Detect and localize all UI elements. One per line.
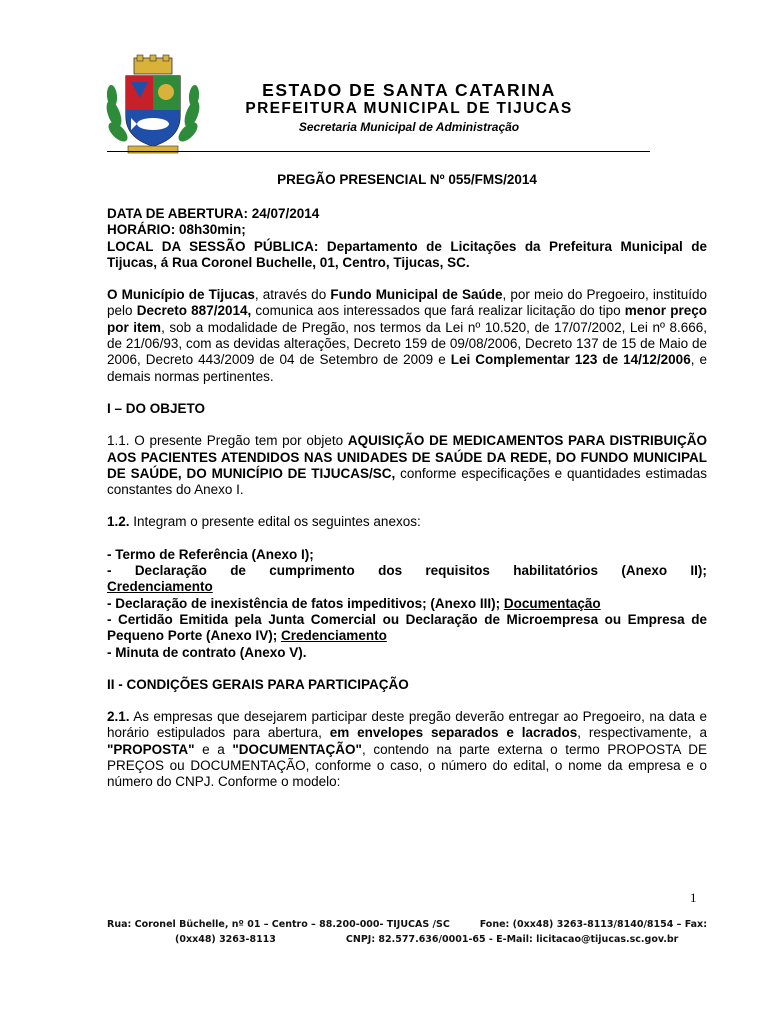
state-name: ESTADO DE SANTA CATARINA [262, 80, 556, 100]
annex-item-5: - Minuta de contrato (Anexo V). [107, 644, 307, 660]
annex-item-1: - Termo de Referência (Anexo I); [107, 546, 314, 562]
clause-1-1: 1.1. O presente Pregão tem por objeto AQUISIÇÃO DE MEDICAMENTOS PARA DISTRIBUIÇÃO AOS PACIENTES ATENDIDOS NAS UNIDADES DE SAÚDE DA REDE, DO FUNDO MUNICIPAL DE SAÚDE, DO MUNICÍPIO DE TIJUCAS/SC, conforme especificações e quantidades estimadas constantes do Anexo I. [107, 433, 708, 498]
opening-time: HORÁRIO: 08h30min; [107, 222, 246, 238]
annex-item-4: - Certidão Emitida pela Junta Comercial ou Declaração de Microempresa ou Empresa de Pequeno Porte (Anexo IV); Credenciamento [107, 611, 707, 644]
annex-item-3: - Declaração de inexistência de fatos impeditivos; (Anexo III); Documentação [107, 595, 601, 611]
annex-item-2: - Declaração de cumprimento dos requisitos habilitatórios (Anexo II); [107, 563, 707, 579]
city-hall-name: PREFEITURA MUNICIPAL DE TIJUCAS [245, 100, 573, 117]
document-body [107, 206, 707, 791]
footer-fax: (0xx48) 3263-8113 [175, 934, 276, 945]
clause-1-2: 1.2. Integram o presente edital os seguintes anexos: [107, 514, 421, 530]
annex-item-2-purpose: Credenciamento [107, 579, 213, 595]
intro-paragraph: O Município de Tijucas, através do Fundo Municipal de Saúde, por meio do Pregoeiro, instituído pelo Decreto 887/2014, comunica aos interessados que fará realizar licitação do tipo menor preço por item, sob a modalidade de Pregão, nos termos da Lei nº 10.520, de 17/07/2002, Lei nº 8.666, de 21/06/93, com as devidas alterações, Decreto 159 de 09/08/2006, Decreto 137 de 15 de Maio de 2006, Decreto 443/2009 de 04 de Setembro de 2009 e Lei Complementar 123 de 14/12/2006, e demais normas pertinentes. [107, 287, 708, 384]
footer-phone: Fone: (0xx48) 3263-8113/8140/8154 – Fax: [479, 919, 707, 930]
page-footer [107, 919, 707, 949]
clause-2-1: 2.1. As empresas que desejarem participar deste pregão deverão entregar ao Pregoeiro, na data e horário estipulados para abertura, em envelopes separados e lacrados, respectivamente, a "PROPOSTA" e a "DOCUMENTAÇÃO", contendo na parte externa o termo PROPOSTA DE PREÇOS ou DOCUMENTAÇÃO, conforme o caso, o número do edital, o nome da empresa e o número do CNPJ. Conforme o modelo: [107, 709, 707, 790]
session-location: LOCAL DA SESSÃO PÚBLICA: Departamento de Licitações da Prefeitura Municipal de Tijucas, á Rua Coronel Buchelle, 01, Centro, Tijucas, SC. [107, 238, 707, 270]
municipal-coat-of-arms-icon [104, 54, 202, 154]
footer-cnpj-email: CNPJ: 82.577.636/0001-65 - E-Mail: licitacao@tijucas.sc.gov.br [345, 934, 679, 945]
opening-date: DATA DE ABERTURA: 24/07/2014 [107, 206, 320, 221]
page-number: 1 [690, 890, 697, 905]
document-title: PREGÃO PRESENCIAL Nº 055/FMS/2014 [277, 172, 537, 187]
department-name: Secretaria Municipal de Administração [298, 120, 520, 134]
footer-address: Rua: Coronel Büchelle, nº 01 – Centro – 88.200-000- TIJUCAS /SC [107, 919, 450, 930]
section-1-heading: I – DO OBJETO [107, 400, 206, 416]
header-divider [107, 151, 650, 152]
section-2-heading: II - CONDIÇÕES GERAIS PARA PARTICIPAÇÃO [107, 676, 409, 692]
